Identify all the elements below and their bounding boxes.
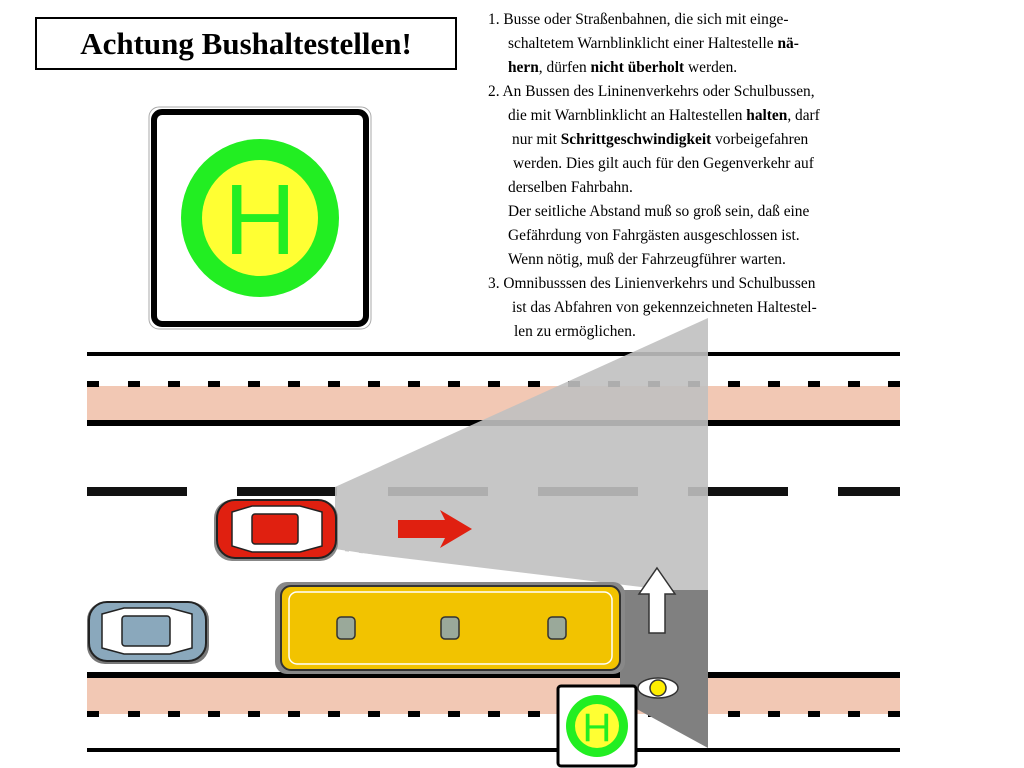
bus-roof-hatch — [337, 617, 355, 639]
upper-sidewalk — [87, 386, 900, 420]
lower-sidewalk — [87, 678, 900, 714]
upper-sidewalk-dashes — [87, 381, 900, 387]
small-bus-stop-sign — [558, 686, 636, 766]
red-car-roof — [252, 514, 298, 544]
small-sign-letter: H — [582, 706, 612, 750]
road-top-line — [87, 352, 900, 356]
rule-2-line-4: werden. Dies gilt auch für den Gegenverkehr auf — [513, 155, 814, 172]
driver-view-cone — [335, 318, 708, 595]
pedestrian — [638, 678, 678, 698]
road-bottom-line-left — [87, 748, 557, 752]
rule-3-line-1: 3. Omnibusssen des Linienverkehrs und Schulbussen — [488, 275, 816, 292]
bus-roof-hatch — [441, 617, 459, 639]
blue-car-roof — [122, 616, 170, 646]
red-car — [214, 500, 338, 561]
rule-2-line-1: 2. An Bussen des Lininenverkehrs oder Schulbussen, — [488, 83, 815, 100]
pedestrian-head — [650, 680, 666, 696]
page-title: Achtung Bushaltestellen! — [80, 25, 412, 61]
rule-2-line-7: Gefährdung von Fahrgästen ausgeschlossen ist. — [508, 227, 800, 244]
rule-2-line-2: die mit Warnblinklicht an Haltestellen halten, darf — [508, 107, 820, 124]
rule-2-line-8: Wenn nötig, muß der Fahrzeugführer warten. — [508, 251, 786, 268]
rule-2-line-6: Der seitliche Abstand muß so groß sein, daß eine — [508, 203, 810, 220]
rule-1-line-2: schaltetem Warnblinklicht einer Haltestelle nä- — [508, 35, 799, 52]
road-bottom-line-right — [636, 748, 900, 752]
rule-2-line-5: derselben Fahrbahn. — [508, 179, 633, 196]
rule-1-line-3: hern, dürfen nicht überholt werden. — [508, 59, 738, 76]
blue-car — [87, 602, 209, 664]
rule-3-line-3: len zu ermöglichen. — [514, 323, 636, 340]
rule-2-line-3: nur mit Schrittgeschwindigkeit vorbeigefahren — [512, 131, 809, 148]
bus — [275, 582, 625, 674]
rule-3-line-2: ist das Abfahren von gekennzeichneten Haltestel- — [512, 299, 817, 316]
lower-sidewalk-dashes — [87, 711, 900, 717]
rule-1-line-1: 1. Busse oder Straßenbahnen, die sich mit einge- — [488, 11, 789, 28]
bus-roof-hatch — [548, 617, 566, 639]
bus-stop-sign — [149, 107, 371, 329]
sign-letter: H — [223, 164, 297, 276]
